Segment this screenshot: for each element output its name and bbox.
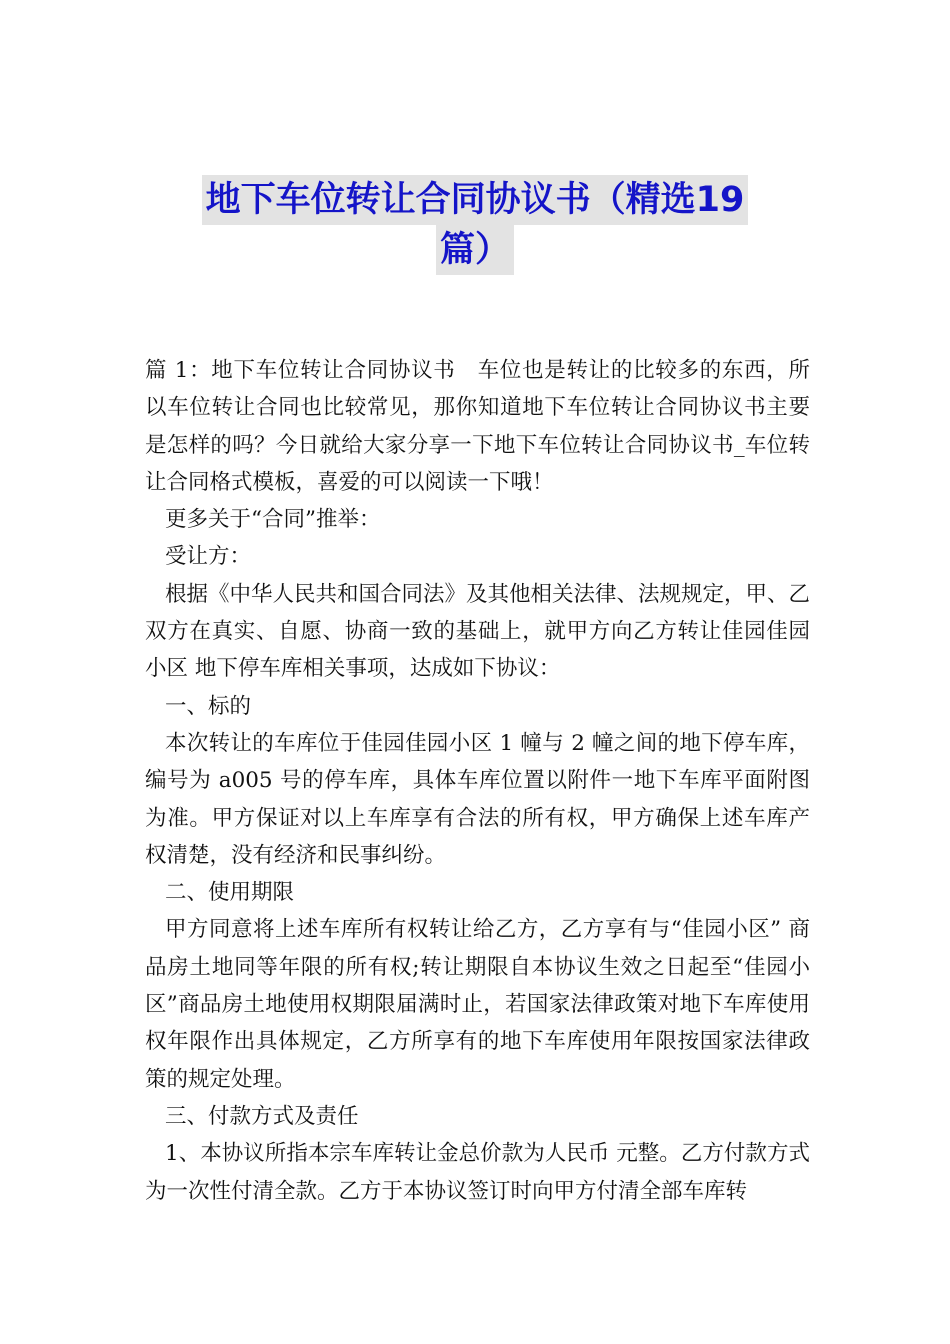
title-line-1: 地下车位转让合同协议书（精选19: [202, 175, 749, 225]
document-title: [0, 175, 950, 275]
term-paragraph: 甲方同意将上述车库所有权转让给乙方，乙方享有与“佳园小区” 商品房土地同等年限的所有权;转让期限自本协议生效之日起至“佳园小区”商品房土地使用权期限届满时止，若国家法律政策对地下车库使用权年限作出具体规定，乙方所享有的地下车库使用年限按国家法律政策的规定处理。: [145, 917, 810, 1092]
transferee-line: 受让方：: [165, 544, 252, 570]
intro-paragraph: 篇 1：地下车位转让合同协议书 车位也是转让的比较多的东西，所以车位转让合同也比较常见，那你知道地下车位转让合同协议书主要是怎样的吗？今日就给大家分享一下地下车位转让合同协议书_车位转让合同格式模板，喜爱的可以阅读一下哦！: [145, 358, 810, 495]
section-heading-payment: 三、付款方式及责任: [165, 1103, 359, 1129]
preamble-paragraph: 根据《中华人民共和国合同法》及其他相关法律、法规规定，甲、乙双方在真实、自愿、协商一致的基础上，就甲方向乙方转让佳园佳园小区 地下停车库相关事项，达成如下协议：: [145, 581, 811, 682]
section-heading-subject: 一、标的: [165, 693, 252, 719]
title-line-2: 篇）: [436, 225, 514, 275]
payment-paragraph: 1、本协议所指本宗车库转让金总价款为人民币 元整。乙方付款方式为一次性付清全款。乙方于本协议签订时向甲方付清全部车库转: [145, 1141, 810, 1204]
section-heading-term: 二、使用期限: [165, 880, 295, 906]
recommend-line: 更多关于“合同”推举：: [165, 507, 381, 533]
document-body: [145, 352, 810, 1210]
subject-paragraph: 本次转让的车库位于佳园佳园小区 1 幢与 2 幢之间的地下停车库，编号为 a005 号的停车库，具体车库位置以附件一地下车库平面附图为准。甲方保证对以上车库享有合法的所有权，甲方确保上述车库产权清楚，没有经济和民事纠纷。: [145, 730, 810, 868]
